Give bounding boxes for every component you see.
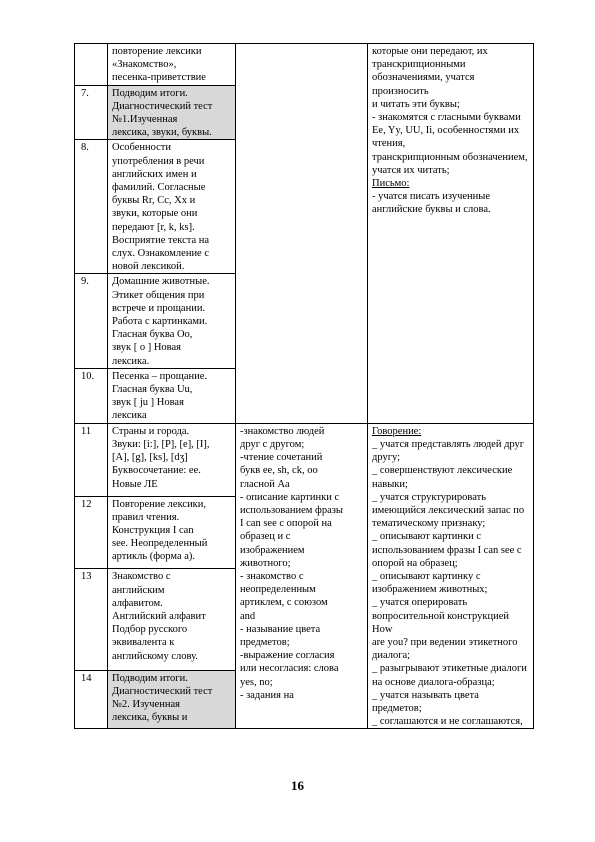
lesson-topic: Домашние животные. Этикет общения при встрече и прощании. Работа с картинками. Гласная буква Оо, звук [ о ] Новая лексика. [112,276,210,367]
outcomes-cell [368,44,534,424]
lesson-number-cell [75,274,108,368]
speaking-heading: Говорение: [372,425,422,437]
lesson-number-cell [75,140,108,274]
lesson-number: 9. [81,276,89,288]
lesson-topic: Особенности употребления в речи английских имен и фамилий. Согласные буквы Rr, Cc, Xx и звуки, которые они передают [r, k, ks]. Восприятие текста на слух. Ознакомление с новой лексикой. [112,142,210,273]
lesson-number-cell [75,44,108,86]
activities-text: -знакомство людей друг с другом; -чтение сочетаний букв ee, sh, ck, oo гласной Aa - описание картинки с использованием фразы I can see с опорой на образец и с изображением животного; - знакомство с неопределенным артиклем, с союзом and - называние цвета предметов; -выражение согласия или несогласия: слова yes, no; - задания на [240,425,343,701]
lesson-topic-cell [108,274,236,368]
lesson-number: 10. [81,370,95,382]
lesson-number-cell [75,85,108,140]
outcomes-text: которые они передают, их транскрипционными обозначениями, учатся произносить и читать эти буквы; - знакомятся с гласными буквами Ee, Yy, UU, Ii, особенностями их чтения, транскрипционным обозначением, учатся их читать; [372,46,528,176]
lesson-topic: Подводим итоги. Диагностический тест №1.Изученная лексика, звуки, буквы. [112,87,213,139]
lesson-topic-cell [108,140,236,274]
lesson-number-cell [75,423,108,496]
page-number: 16 [291,778,304,793]
lesson-number: 11 [81,425,92,437]
lesson-topic: Подводим итоги. Диагностический тест №2. Изученная лексика, буквы и [112,672,213,724]
lesson-topic: Песенка – прощание. Гласная буква Uu, звук [ ju ] Новая лексика [112,370,208,422]
speaking-outcomes-text: _ учатся представлять людей друг другу; _ совершенствуют лексические навыки; _ учатся структурировать имеющийся лексический запас по тематическому признаку; _ описывают картинки с использованием фразы I can see с опорой на образец; _ описывают картинку с изображением животных; _ учатся оперировать вопросительной конструкцией How are you? при ведении этикетного диалога; _ разыгрывают этикетные диалоги на основе диалога-образца; _ учатся называть цвета предметов; _ соглашаются и не соглашаются, [372,438,527,728]
table-row [75,423,534,496]
lesson-topic: Страны и города. Звуки: [i:], [Р], [e], [I], [A], [g], [ks], [dʒ] Буквосочетание: ee. Новые ЛЕ [112,425,210,490]
lesson-topic-cell [108,368,236,423]
lesson-number-cell [75,569,108,670]
lesson-topic-cell [108,569,236,670]
lesson-number: 8. [81,142,89,154]
lesson-number: 13 [81,571,92,583]
activities-cell [236,44,368,424]
lesson-topic-cell [108,670,236,729]
lesson-number-cell [75,496,108,569]
writing-outcomes-text: - учатся писать изученные английские буквы и слова. [372,191,491,216]
lesson-number-cell [75,670,108,729]
lesson-number-cell [75,368,108,423]
lesson-topic-cell [108,44,236,86]
table-row [75,44,534,86]
lesson-topic-cell [108,423,236,496]
lesson-number: 7. [81,87,89,99]
outcomes-cell [368,423,534,729]
lesson-topic: Повторение лексики, правил чтения. Конструкция I can see. Неопределенный артикль (форма a). [112,498,208,563]
lesson-topic: Знакомство с английским алфавитом. Английский алфавит Подбор русского эквивалента к английскому слову. [112,571,206,662]
lesson-number: 14 [81,672,92,684]
lesson-topic-cell [108,496,236,569]
lesson-topic-cell [108,85,236,140]
writing-heading: Письмо: [372,178,410,190]
activities-cell [236,423,368,729]
lesson-number: 12 [81,498,92,510]
lesson-topic: повторение лексики «Знакомство», песенка-приветствие [112,46,206,84]
curriculum-table [74,43,534,729]
